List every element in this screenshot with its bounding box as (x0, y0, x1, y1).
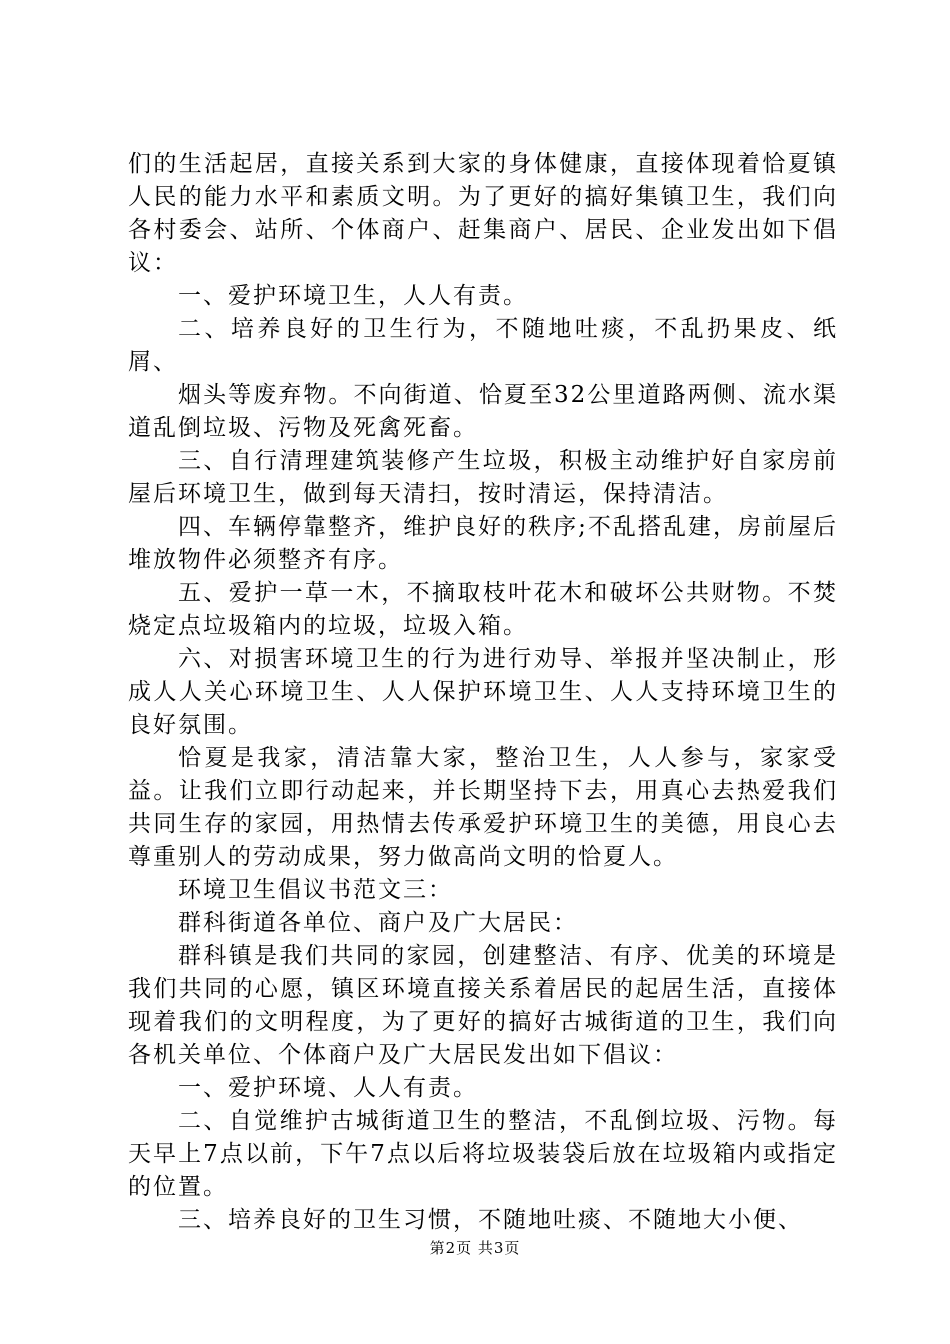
document-body (128, 148, 838, 1237)
paragraph: 五、爱护一草一木，不摘取枝叶花木和破坏公共财物。不焚烧定点垃圾箱内的垃圾，垃圾入箱。 (128, 580, 838, 639)
paragraph: 烟头等废弃物。不向街道、恰夏至32公里道路两侧、流水渠道乱倒垃圾、污物及死禽死畜。 (128, 382, 838, 441)
paragraph: 一、爱护环境、人人有责。 (178, 1075, 478, 1101)
paragraph: 一、爱护环境卫生，人人有责。 (178, 283, 528, 309)
paragraph: 三、自行清理建筑装修产生垃圾，积极主动维护好自家房前屋后环境卫生，做到每天清扫，按时清运，保持清洁。 (128, 448, 838, 507)
paragraph: 恰夏是我家，清洁靠大家，整治卫生，人人参与，家家受益。让我们立即行动起来，并长期坚持下去，用真心去热爱我们共同生存的家园，用热情去传承爱护环境卫生的美德，用良心去尊重别人的劳动成果，努力做高尚文明的恰夏人。 (128, 745, 838, 870)
paragraph: 六、对损害环境卫生的行为进行劝导、举报并坚决制止，形成人人关心环境卫生、人人保护环境卫生、人人支持环境卫生的良好氛围。 (128, 646, 838, 738)
paragraph: 群科镇是我们共同的家园，创建整洁、有序、优美的环境是我们共同的心愿，镇区环境直接关系着居民的起居生活，直接体现着我们的文明程度，为了更好的搞好古城街道的卫生，我们向各机关单位、个体商户及广大居民发出如下倡议： (128, 943, 838, 1068)
paragraph: 们的生活起居，直接关系到大家的身体健康，直接体现着恰夏镇人民的能力水平和素质文明。为了更好的搞好集镇卫生，我们向各村委会、站所、个体商户、赶集商户、居民、企业发出如下倡议： (128, 151, 838, 276)
page-footer: 第2页 共3页 (429, 1239, 521, 1257)
paragraph: 四、车辆停靠整齐，维护良好的秩序;不乱搭乱建，房前屋后堆放物件必须整齐有序。 (128, 514, 838, 573)
paragraph: 二、自觉维护古城街道卫生的整洁，不乱倒垃圾、污物。每天早上7点以前，下午7点以后将垃圾装袋后放在垃圾箱内或指定的位置。 (128, 1108, 838, 1200)
paragraph: 三、培养良好的卫生习惯，不随地吐痰、不随地大小便、 (178, 1207, 803, 1233)
salutation: 群科街道各单位、商户及广大居民： (178, 910, 578, 936)
paragraph: 二、培养良好的卫生行为，不随地吐痰，不乱扔果皮、纸屑、 (128, 316, 838, 375)
section-heading: 环境卫生倡议书范文三： (178, 877, 453, 903)
